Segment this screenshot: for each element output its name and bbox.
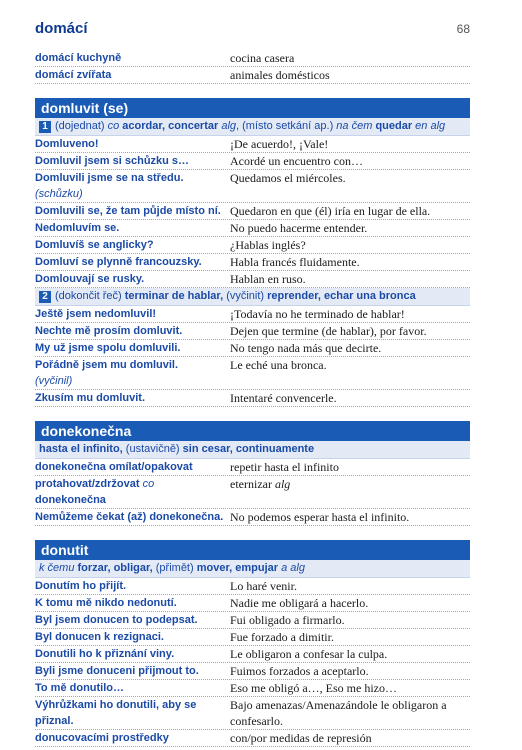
spanish-text: ¡De acuerdo!, ¡Vale! xyxy=(230,137,329,151)
czech-phrase xyxy=(35,697,230,729)
table-row xyxy=(35,509,470,526)
table-row xyxy=(35,203,470,220)
czech-phrase xyxy=(35,136,230,152)
czech-text: My už jsme spolu domluvili. xyxy=(35,342,181,354)
entry-headword: donutit xyxy=(35,540,470,560)
table-row xyxy=(35,697,470,730)
czech-phrase xyxy=(35,663,230,679)
czech-text: domácí zvířata xyxy=(35,69,112,81)
table-row xyxy=(35,220,470,237)
spanish-translation xyxy=(230,203,470,219)
spanish-translation xyxy=(230,390,470,406)
table-row xyxy=(35,357,470,390)
table-row xyxy=(35,629,470,646)
definition-part: sin cesar, continuamente xyxy=(182,443,315,455)
czech-text: domácí kuchyně xyxy=(35,52,122,64)
czech-text: Domluvil jsem si schůzku s… xyxy=(35,155,190,167)
spanish-translation xyxy=(230,646,470,662)
definition-part: quedar xyxy=(375,120,416,132)
czech-phrase xyxy=(35,340,230,356)
spanish-translation xyxy=(230,170,470,186)
czech-phrase xyxy=(35,680,230,696)
spanish-text: No puedo hacerme entender. xyxy=(230,221,368,235)
table-row xyxy=(35,136,470,153)
table-row xyxy=(35,67,470,84)
definition-part: acordar, concertar xyxy=(122,120,222,132)
spanish-translation xyxy=(230,237,470,253)
czech-phrase xyxy=(35,220,230,236)
spanish-translation xyxy=(230,459,470,475)
czech-text: Domluvili jsme se na středu. xyxy=(35,172,184,184)
czech-text: Ještě jsem nedomluvil! xyxy=(35,308,157,320)
czech-phrase xyxy=(35,629,230,645)
table-row xyxy=(35,578,470,595)
spanish-text: con/por medidas de represión xyxy=(230,731,372,745)
table-row xyxy=(35,680,470,697)
table-row xyxy=(35,306,470,323)
definition-part: mover, empujar xyxy=(196,562,282,574)
sense-number: 2 xyxy=(39,291,51,303)
dictionary-content xyxy=(35,50,470,747)
czech-phrase xyxy=(35,595,230,611)
spanish-translation xyxy=(230,730,470,746)
czech-text: Výhrůžkami ho donutili, aby se přiznal. xyxy=(35,699,197,727)
czech-text: Pořádně jsem mu domluvil. xyxy=(35,359,179,371)
czech-text: Donutili ho k přiznání viny. xyxy=(35,648,175,660)
czech-text: K tomu mě nikdo nedonutí. xyxy=(35,597,177,609)
entry-headword: donekonečna xyxy=(35,421,470,441)
spanish-translation xyxy=(230,323,470,339)
table-row xyxy=(35,323,470,340)
spanish-text: Quedamos el miércoles. xyxy=(230,171,346,185)
spanish-translation xyxy=(230,612,470,628)
czech-text: Nechte mě prosím domluvit. xyxy=(35,325,183,337)
spanish-translation xyxy=(230,595,470,611)
definition-part: (ustavičně) xyxy=(125,443,183,455)
spanish-translation xyxy=(230,306,470,322)
definition-part: , (místo setkání ap.) xyxy=(236,120,337,132)
sense-definition xyxy=(35,560,470,578)
czech-phrase xyxy=(35,237,230,253)
spanish-text: Eso me obligó a…, Eso me hizo… xyxy=(230,681,397,695)
table-row xyxy=(35,390,470,407)
czech-text: Byl donucen k rezignaci. xyxy=(35,631,164,643)
czech-text: Zkusím mu domluvit. xyxy=(35,392,146,404)
definition-part: k čemu xyxy=(39,562,78,574)
czech-text: Domluvili se, že tam půjde místo ní. xyxy=(35,205,221,217)
czech-phrase xyxy=(35,306,230,322)
table-row xyxy=(35,646,470,663)
table-row xyxy=(35,153,470,170)
czech-phrase xyxy=(35,459,230,475)
spanish-translation xyxy=(230,271,470,287)
spanish-translation xyxy=(230,680,470,696)
czech-phrase xyxy=(35,730,230,746)
page-header xyxy=(35,20,470,42)
czech-text: protahovat/zdržovat xyxy=(35,478,140,490)
spanish-translation xyxy=(230,509,470,525)
spanish-text: Acordé un encuentro con… xyxy=(230,154,363,168)
definition-part: a alg xyxy=(281,562,305,574)
definition-part: (dokončit řeč) xyxy=(55,290,125,302)
page-number: 68 xyxy=(456,22,470,36)
czech-text: Domluveno! xyxy=(35,138,99,150)
czech-text: Byli jsme donuceni přijmout to. xyxy=(35,665,199,677)
table-row xyxy=(35,459,470,476)
spanish-translation xyxy=(230,340,470,356)
czech-phrase xyxy=(35,578,230,594)
czech-phrase xyxy=(35,271,230,287)
spanish-text: ¡Todavía no he terminado de hablar! xyxy=(230,307,405,321)
entry-headword: domluvit (se) xyxy=(35,98,470,118)
spanish-text: No podemos esperar hasta el infinito. xyxy=(230,510,410,524)
czech-phrase xyxy=(35,509,230,525)
czech-phrase xyxy=(35,357,230,389)
spanish-translation xyxy=(230,663,470,679)
czech-phrase xyxy=(35,153,230,169)
spanish-text: cocina casera xyxy=(230,51,295,65)
czech-usage-note: (schůzku) xyxy=(35,188,83,200)
spanish-text: No tengo nada más que decirte. xyxy=(230,341,382,355)
definition-part: en alg xyxy=(415,120,446,132)
spanish-text: Bajo amenazas/Amenazándole le obligaron a confesarlo. xyxy=(230,698,447,728)
spanish-text: Le eché una bronca. xyxy=(230,358,327,372)
czech-text: Donutím ho přijít. xyxy=(35,580,127,592)
table-row xyxy=(35,730,470,747)
sense-definition xyxy=(35,118,470,136)
spanish-translation xyxy=(230,67,470,83)
czech-grammar-note: co xyxy=(139,478,155,490)
table-row xyxy=(35,595,470,612)
table-row xyxy=(35,271,470,288)
spanish-translation xyxy=(230,254,470,270)
spanish-grammar-note: alg xyxy=(271,477,291,491)
sense-definition xyxy=(35,288,470,306)
czech-phrase xyxy=(35,254,230,270)
spanish-text: Nadie me obligará a hacerlo. xyxy=(230,596,369,610)
czech-phrase xyxy=(35,390,230,406)
spanish-translation xyxy=(230,629,470,645)
czech-text-cont: donekonečna xyxy=(35,494,106,506)
spanish-translation xyxy=(230,578,470,594)
spanish-text: Quedaron en que (él) iría en lugar de ella. xyxy=(230,204,431,218)
definition-part: forzar, obligar, xyxy=(77,562,156,574)
spanish-text: Intentaré convencerle. xyxy=(230,391,337,405)
spanish-text: Dejen que termine (de hablar), por favor. xyxy=(230,324,427,338)
spanish-translation xyxy=(230,697,470,729)
czech-text: Byl jsem donucen to podepsat. xyxy=(35,614,198,626)
czech-phrase xyxy=(35,646,230,662)
definition-part: alg xyxy=(221,120,237,132)
spanish-text: Lo haré venir. xyxy=(230,579,297,593)
spanish-text: Fui obligado a firmarlo. xyxy=(230,613,345,627)
czech-text: donekonečna omílat/opakovat xyxy=(35,461,193,473)
table-row xyxy=(35,237,470,254)
definition-part: hasta el infinito, xyxy=(39,443,126,455)
spanish-text: Fuimos forzados a aceptarlo. xyxy=(230,664,369,678)
running-headword: domácí xyxy=(35,20,88,37)
spanish-text: Fue forzado a dimitir. xyxy=(230,630,334,644)
czech-text: donucovacími prostředky xyxy=(35,732,169,744)
table-row xyxy=(35,663,470,680)
czech-phrase xyxy=(35,203,230,219)
spanish-text: Habla francés fluidamente. xyxy=(230,255,360,269)
table-row xyxy=(35,170,470,203)
table-row xyxy=(35,476,470,509)
czech-text: Domluví se plynně francouzsky. xyxy=(35,256,202,268)
spanish-translation xyxy=(230,50,470,66)
definition-part: (dojednat) xyxy=(55,120,108,132)
spanish-text: ¿Hablas inglés? xyxy=(230,238,306,252)
table-row xyxy=(35,340,470,357)
czech-text: Nemůžeme čekat (až) donekonečna. xyxy=(35,511,224,523)
table-row xyxy=(35,254,470,271)
czech-phrase xyxy=(35,67,230,83)
spanish-text: eternizar xyxy=(230,477,272,491)
spanish-translation xyxy=(230,476,470,492)
czech-phrase xyxy=(35,612,230,628)
table-row xyxy=(35,612,470,629)
definition-part: reprender, echar una bronca xyxy=(267,290,416,302)
czech-phrase xyxy=(35,323,230,339)
czech-text: Nedomluvím se. xyxy=(35,222,120,234)
czech-phrase xyxy=(35,50,230,66)
spanish-translation xyxy=(230,220,470,236)
spanish-translation xyxy=(230,136,470,152)
sense-definition xyxy=(35,441,470,459)
czech-phrase xyxy=(35,476,230,508)
czech-text: To mě donutilo… xyxy=(35,682,125,694)
definition-part: na čem xyxy=(336,120,376,132)
spanish-text: Hablan en ruso. xyxy=(230,272,306,286)
table-row xyxy=(35,50,470,67)
czech-text: Domlouvají se rusky. xyxy=(35,273,145,285)
definition-part: (vyčinit) xyxy=(226,290,268,302)
czech-phrase xyxy=(35,170,230,202)
sense-number: 1 xyxy=(39,121,51,133)
czech-usage-note: (vyčinil) xyxy=(35,375,73,387)
spanish-text: animales domésticos xyxy=(230,68,330,82)
definition-part: terminar de hablar, xyxy=(124,290,227,302)
czech-text: Domluvíš se anglicky? xyxy=(35,239,154,251)
spanish-text: repetir hasta el infinito xyxy=(230,460,339,474)
definition-part: co xyxy=(107,120,123,132)
spanish-text: Le obligaron a confesar la culpa. xyxy=(230,647,388,661)
spanish-translation xyxy=(230,153,470,169)
spanish-translation xyxy=(230,357,470,373)
definition-part: (přimět) xyxy=(155,562,197,574)
